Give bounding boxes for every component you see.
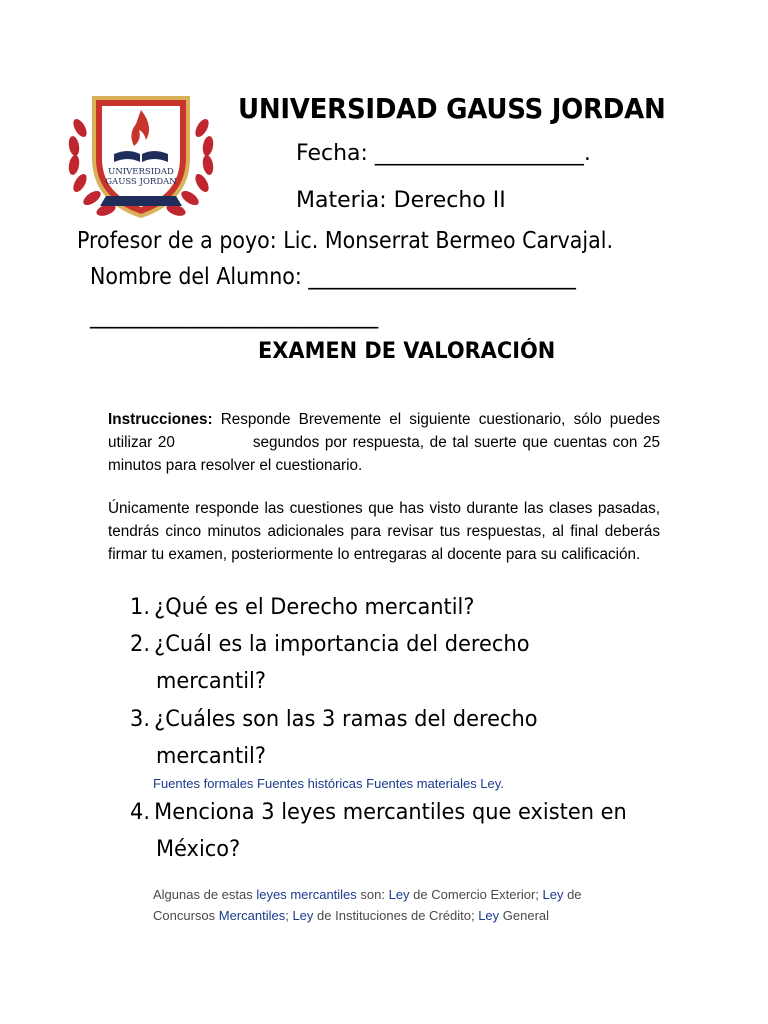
question-2: 2. ¿Cuál es la importancia del derecho xyxy=(130,631,530,657)
svg-text:GAUSS JORDAN: GAUSS JORDAN xyxy=(105,177,177,187)
subject-line: Materia: Derecho II xyxy=(296,188,506,213)
instructions-label: Instrucciones: xyxy=(108,411,213,428)
answer-4: Algunas de estas leyes mercantiles son: Ley de Comercio Exterior; Ley de Concursos Mercantiles; Ley de Instituciones de Crédito; Ley General xyxy=(153,887,582,923)
date-field: Fecha: ___________________. xyxy=(296,141,591,166)
question-1: 1. ¿Qué es el Derecho mercantil? xyxy=(130,594,475,620)
question-2-cont: mercantil? xyxy=(156,668,266,694)
answer-3: Fuentes formales Fuentes históricas Fuentes materiales Ley. xyxy=(153,776,504,791)
university-title: UNIVERSIDAD GAUSS JORDAN xyxy=(238,92,666,125)
question-3: 3. ¿Cuáles son las 3 ramas del derecho xyxy=(130,706,538,732)
svg-text:UNIVERSIDAD: UNIVERSIDAD xyxy=(108,167,174,177)
student-name-continuation: ____________________________ xyxy=(90,303,379,329)
question-4: 4. Menciona 3 leyes mercantiles que existen en xyxy=(130,799,627,825)
question-3-cont: mercantil? xyxy=(156,743,266,769)
university-logo xyxy=(66,88,216,228)
professor-line: Profesor de a poyo: Lic. Monserrat Bermeo Carvajal. xyxy=(77,228,614,254)
instructions-paragraph-2: Únicamente responde las cuestiones que has visto durante las clases pasadas, tendrás cinco minutos adicionales para revisar tus respuestas, al final deberás firmar tu examen, posteriormente lo entregaras al docente para su calificación. xyxy=(108,500,660,563)
ribbon-icon xyxy=(100,196,182,206)
student-name-field: Nombre del Alumno: __________________________ xyxy=(90,264,576,290)
instructions-paragraph: Instrucciones: Responde Brevemente el siguiente cuestionario, sólo puedes utilizar 20 segundos por respuesta, de tal suerte que cuentas con 25 minutos para resolver el cuestionario. xyxy=(108,411,661,474)
question-4-cont: México? xyxy=(156,836,241,862)
exam-title: EXAMEN DE VALORACIÓN xyxy=(258,339,556,364)
